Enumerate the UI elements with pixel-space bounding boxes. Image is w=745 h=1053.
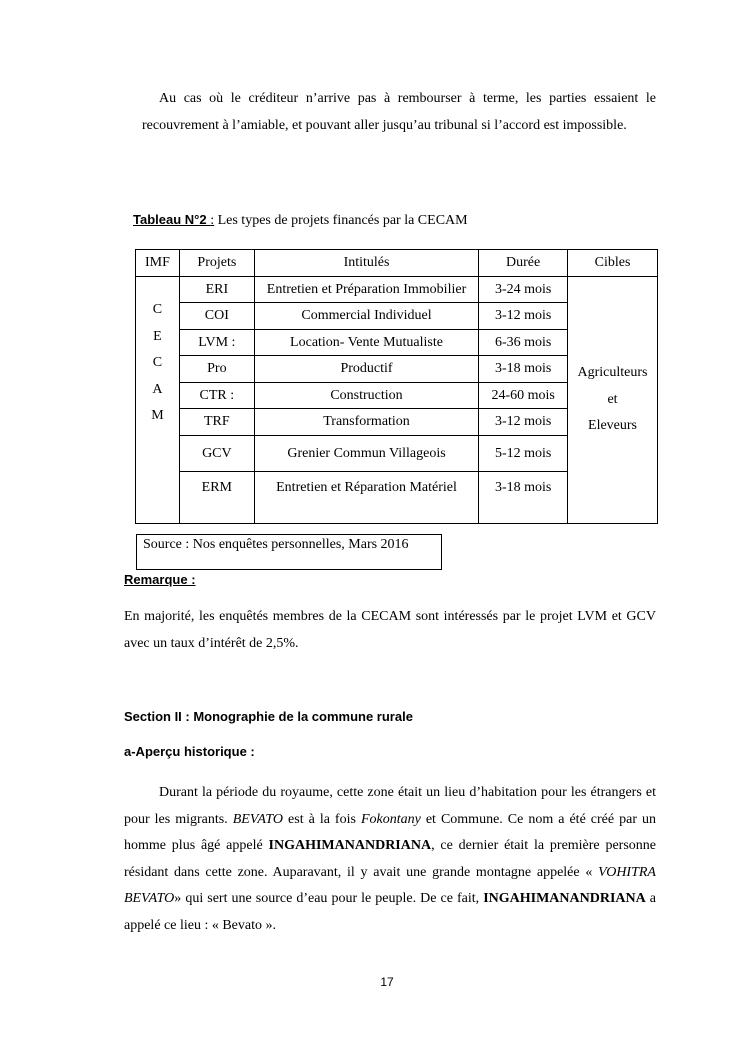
intitule-cell: Commercial Individuel	[254, 303, 478, 330]
projet-cell: ERM	[179, 472, 254, 524]
table-caption	[133, 212, 468, 229]
intitule-cell: Grenier Commun Villageois	[254, 436, 478, 472]
duree-cell: 24-60 mois	[479, 383, 568, 409]
imf-letter: A	[152, 381, 163, 397]
fokontany-term: Fokontany	[360, 811, 421, 827]
subsection-title: a-Aperçu historique :	[124, 744, 255, 759]
table-header-row	[136, 250, 658, 277]
history-text: et Commune. Ce nom a été créé par un homme plus âgé appelé	[124, 811, 656, 853]
cibles-cell	[568, 277, 658, 524]
duree-cell: 3-12 mois	[479, 409, 568, 436]
intitule-cell: Transformation	[254, 409, 478, 436]
imf-letter: C	[152, 355, 163, 370]
intitule-cell: Location- Vente Mutualiste	[254, 330, 478, 356]
intitule-cell: Entretien et Préparation Immobilier	[254, 277, 478, 303]
cibles-line: Agriculteurs	[577, 365, 648, 381]
imf-letter: E	[153, 328, 162, 344]
table-caption-label: Tableau N°2	[133, 212, 211, 227]
header-projets: Projets	[179, 250, 254, 277]
imf-letter: M	[151, 408, 164, 423]
cibles-line: Eleveurs	[588, 418, 637, 434]
history-text: Durant la période du royaume, cette zone était un lieu d’habitation pour les étrangers et pour les migrants.	[124, 785, 656, 827]
imf-cecam-cell	[136, 277, 180, 524]
projet-cell: ERI	[179, 277, 254, 303]
history-text: a appelé ce lieu : « Bevato ».	[124, 891, 657, 933]
header-imf: IMF	[136, 250, 180, 277]
vohitra-term: VOHITRA BEVATO	[124, 864, 656, 906]
duree-cell: 3-24 mois	[479, 277, 568, 303]
projet-cell: GCV	[179, 436, 254, 472]
remarque-title: Remarque :	[124, 572, 196, 587]
history-text: » qui sert une source d’eau pour le peuple. De ce fait,	[174, 891, 484, 906]
projet-cell: TRF	[179, 409, 254, 436]
duree-cell: 3-18 mois	[479, 356, 568, 383]
projet-cell: Pro	[179, 356, 254, 383]
intro-paragraph: Au cas où le créditeur n’arrive pas à rembourser à terme, les parties essaient le recouvrement à l’amiable, et pouvant aller jusqu’au tribunal si l’accord est impossible.	[142, 91, 656, 133]
table-row	[136, 277, 658, 303]
history-paragraph	[124, 780, 656, 939]
table-caption-text: Les types de projets financés par la CECAM	[214, 213, 468, 228]
cibles-line: et	[607, 391, 618, 407]
founder-name: INGAHIMANANDRIANA	[268, 838, 432, 853]
remarque-text: En majorité, les enquêtés membres de la CECAM sont intéressés par le projet LVM et GCV avec un taux d’intérêt de 2,5%.	[124, 609, 656, 651]
intitule-cell: Productif	[254, 356, 478, 383]
intitule-cell: Entretien et Réparation Matériel	[254, 472, 478, 524]
source-note: Source : Nos enquêtes personnelles, Mars 2016	[136, 534, 442, 570]
duree-cell: 5-12 mois	[479, 436, 568, 472]
duree-cell: 6-36 mois	[479, 330, 568, 356]
duree-cell: 3-12 mois	[479, 303, 568, 330]
projects-table	[135, 249, 658, 524]
bevato-term: BEVATO	[232, 811, 284, 827]
projet-cell: LVM :	[179, 330, 254, 356]
header-intitules: Intitulés	[254, 250, 478, 277]
table-caption-colon: :	[210, 213, 215, 228]
founder-name: INGAHIMANANDRIANA	[483, 891, 646, 906]
header-cibles: Cibles	[568, 250, 658, 277]
imf-letter: C	[152, 302, 163, 317]
projet-cell: CTR :	[179, 383, 254, 409]
header-duree: Durée	[479, 250, 568, 277]
history-text: est à la fois	[283, 811, 361, 827]
projet-cell: COI	[179, 303, 254, 330]
history-text: , ce dernier était la première personne résidant dans cette zone. Auparavant, il y avait une grande montagne appelée «	[124, 838, 656, 880]
page-number: 17	[380, 975, 394, 989]
section-title: Section II : Monographie de la commune rurale	[124, 709, 413, 724]
duree-cell: 3-18 mois	[479, 472, 568, 524]
intitule-cell: Construction	[254, 383, 478, 409]
